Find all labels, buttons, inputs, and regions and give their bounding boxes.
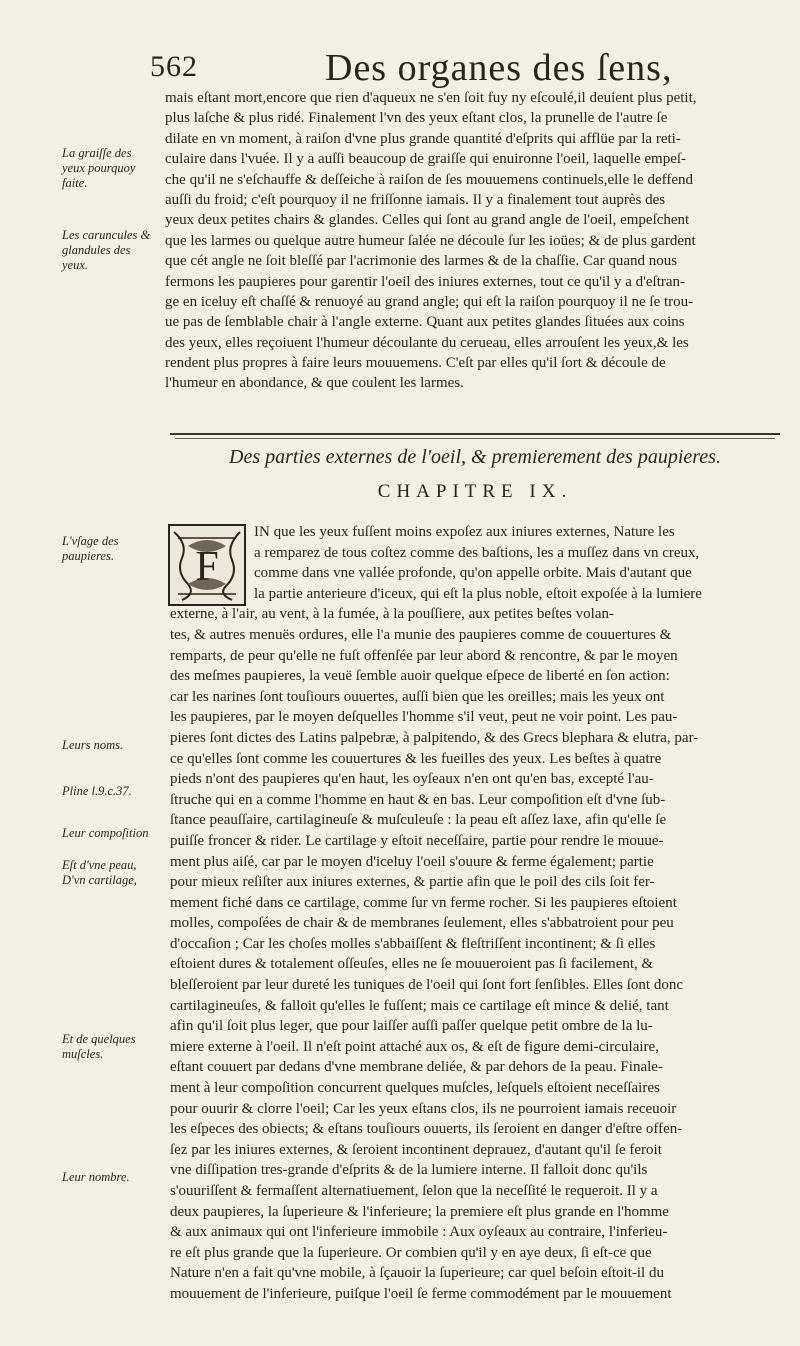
text-line: culaire dans l'vuée. Il y a auſſi beaucoup de graiſſe qui enuironne l'oeil, laquelle empeſ- xyxy=(165,151,687,168)
margin-note: Leurs noms. xyxy=(62,738,124,752)
text-line: ſtance peauſſaire, cartilagineuſe & muſculeuſe : la peau eſt aſſez laxe, afin qu'elle ſe xyxy=(170,812,667,829)
text-line: rendent plus propres à faire leurs mouuemens. C'eſt par elles qu'il ſort & découle de xyxy=(165,355,666,372)
margin-note: Les caruncules & glandules des yeux. xyxy=(62,228,151,272)
text-line: d'occaſion ; Car les choſes molles s'abbaiſſent & fleſtriſſent incontinent; & ſi elles xyxy=(170,935,656,952)
text-line: tes, & autres menuës ordures, elle l'a munie des paupieres comme de couuertures & xyxy=(170,626,672,643)
text-line: des yeux, elles reçoiuent l'humeur découlante du cerueau, elles arrouſent les yeux,& les xyxy=(165,334,689,351)
text-line: ge en iceluy eſt chaſſé & renuoyé au grand angle; qui eſt la raiſon pourquoy il ne ſe trou- xyxy=(165,293,694,310)
text-line: pour ouurir & clorre l'oeil; Car les yeux eſtans clos, ils ne pourroient iamais receuoir xyxy=(170,1100,677,1117)
text-line: Nature n'en a fait qu'vne mobile, à ſçauoir la ſuperieure; car quel beſoin eſtoit-il du xyxy=(170,1265,664,1282)
text-line: pieds n'ont des paupieres qu'en haut, les oyſeaux n'en ont qu'en bas, excepté l'au- xyxy=(170,771,654,788)
text-line: yeux deux petites chairs & glandes. Celles qui ſont au grand angle de l'oeil, empeſchent xyxy=(165,212,690,229)
dropcap-letter: F xyxy=(195,544,219,590)
text-line: externe, à l'air, au vent, à la fumée, à la pouſſiere, aux petites beſtes volan- xyxy=(170,606,614,623)
section-title: Des parties externes de l'oeil, & premierement des paupieres. xyxy=(229,446,721,468)
text-line: ſez par les iniures externes, & ſeroient incontinent deprauez, d'autant qu'il ſe feroit xyxy=(170,1141,662,1158)
text-line: re eſt plus grande que la ſuperieure. Or combien qu'il y en aye deux, ſi eſt-ce que xyxy=(170,1244,652,1261)
text-line: dilate en vn moment, à raiſon d'vne plus grande quantité d'eſprits qui afflüe par la reti- xyxy=(165,130,681,147)
text-line: & aux animaux qui ont l'inferieure immobile : Aux oyſeaux au contraire, l'inferieu- xyxy=(170,1224,668,1241)
text-line: plus laſche & plus ridé. Finalement l'vn des yeux eſtant clos, la prunelle de l'autre ſe xyxy=(165,110,668,127)
text-line: miere externe à l'oeil. Il n'eſt point attaché aux os, & eſt de figure demi-circulaire, xyxy=(170,1038,659,1055)
chapter-heading: CHAPITRE IX. xyxy=(377,481,573,502)
text-line: eſtant couuert par dedans d'vne membrane deliée, & par dehors de la peau. Finale- xyxy=(170,1059,663,1076)
text-line: ue pas de ſemblable chair à l'angle externe. Quant aux petites glandes ſituées aux coins xyxy=(165,314,685,331)
text-line: puiſſe froncer & rider. Le cartilage y eſtoit neceſſaire, partie pour rendre le mouue- xyxy=(170,832,664,849)
text-line: comme dans vne vallée profonde, qu'on appelle orbite. Mais d'autant que xyxy=(254,565,692,582)
text-line: que cét angle ne ſoit bleſſé par l'acrimonie des larmes & de la chaſſie. Car quand nous xyxy=(165,253,678,270)
section-rule xyxy=(170,433,780,435)
text-line: les eſpeces des obiects; & eſtans touſiours ouuerts, ils ſeroient en danger d'eſtre offen- xyxy=(170,1121,683,1138)
text-line: eſtoient dures & totalement oſſeuſes, elles ne ſe mouueroient pas ſi facilement, & xyxy=(170,956,654,973)
text-line: des meſmes paupieres, la veuë ſemble auoir quelque eſpece de liberté en ſon action: xyxy=(170,668,670,685)
margin-note: Et de quelques muſcles. xyxy=(62,1032,136,1061)
text-line: la partie anterieure d'iceux, qui eſt la plus noble, eſtoit expoſée à la lumiere xyxy=(254,585,702,602)
text-line: cartilagineuſes, & falloit qu'elles le fuſſent; mais ce cartilage eſt mince & delié, tant xyxy=(170,997,669,1014)
chapter-text-block xyxy=(170,522,782,1305)
text-line: mais eſtant mort,encore que rien d'aqueux ne s'en ſoit fuy ny eſcoulé,il deuient plus petit, xyxy=(165,90,697,106)
running-title: Des organes des ſens, xyxy=(325,47,673,89)
top-text-block xyxy=(165,88,785,394)
page-number: 562 xyxy=(150,50,198,83)
text-line: afin qu'il ſoit plus leger, que pour laiſſer auſſi paſſer quelque petit ombre de la lu- xyxy=(170,1018,653,1035)
text-line: que les larmes ou quelque autre humeur ſalée ne découle ſur les ioües; & de plus gardent xyxy=(165,232,696,249)
margin-note: L'vſage des paupieres. xyxy=(62,534,119,563)
text-line: ce qu'elles ſont comme les couuertures & les fueilles des yeux. Les beſtes à quatre xyxy=(170,750,662,767)
margin-note: Leur nombre. xyxy=(62,1170,130,1184)
text-line: che qu'il ne s'eſchauffe & deſſeiche à raiſon de ſes mouuemens continuels,elle le deffend xyxy=(165,171,693,188)
margin-note: La graiſſe des yeux pourquoy faite. xyxy=(62,146,136,190)
section-rule-thin xyxy=(175,438,775,439)
text-line: pour mieux reſiſter aux iniures externes, & partie afin que le poil des cils ſoit fer- xyxy=(170,874,655,891)
text-line: fermons les paupieres pour garentir l'oeil des iniures externes, tout ce qu'il y a d'eſtran- xyxy=(165,273,686,290)
margin-note: Eſt d'vne peau, D'vn cartilage, xyxy=(62,858,137,887)
text-line: vne diſſipation tres-grande d'eſprits & de la lumiere interne. Il falloit donc qu'ils xyxy=(170,1162,648,1179)
margin-note: Leur compoſition xyxy=(62,826,149,840)
text-line: remparts, de peur qu'elle ne fuſt offenſée par leur abord & rencontre, & par le moyen xyxy=(170,647,678,664)
text-line: ment à leur compoſition concurrent quelques muſcles, leſquels eſtoient neceſſaires xyxy=(170,1080,660,1097)
text-line: ment plus aiſé, car par le moyen d'iceluy l'oeil s'ouure & ferme également; partie xyxy=(170,853,654,870)
text-line: mouuement de l'inferieure, puiſque l'oeil ſe ferme commodément par le mouuement xyxy=(170,1285,672,1302)
text-line: car les narines ſont touſiours ouuertes, auſſi bien que les oreilles; mais les yeux ont xyxy=(170,688,665,705)
text-line: pieres ſont dictes des Latins palpebræ, à palpitendo, & des Grecs blephara & elutra, par- xyxy=(170,729,699,746)
text-line: les paupieres, par le moyen deſquelles l'homme s'il veut, peut ne voir point. Les pau- xyxy=(170,709,678,726)
text-line: auſſi du froid; c'eſt pourquoy il ne friſſonne iamais. Il y a finalement tout auprès des xyxy=(165,191,666,208)
text-line: a remparez de tous coſtez comme des baſtions, les a muſſez dans vn creux, xyxy=(254,544,700,561)
text-line: molles, compoſées de chair & de membranes ſeulement, elles s'abbatroient pour peu xyxy=(170,915,674,932)
text-line: ſtruche qui en a comme l'homme en haut & en bas. Leur compoſition eſt d'vne ſub- xyxy=(170,791,666,808)
margin-note: Pline l.9.c.37. xyxy=(62,784,132,798)
text-line: IN que les yeux fuſſent moins expoſez aux iniures externes, Nature les xyxy=(254,524,675,540)
text-line: bleſſeroient par leur dureté les tuniques de l'oeil qui ſont fort ſenſibles. Elles ſont donc xyxy=(170,977,683,994)
text-line: s'ouuriſſent & fermaſſent alternatiuement, ſelon que la neceſſité le requeroit. Il y a xyxy=(170,1183,658,1199)
text-line: mement fiché dans ce cartilage, comme ſur vn ferme rocher. Si les paupieres eſtoient xyxy=(170,894,677,911)
text-line: deux paupieres, la ſuperieure & l'inferieure; la premiere eſt plus grande en l'homme xyxy=(170,1203,669,1220)
text-line: l'humeur en abondance, & que coulent les larmes. xyxy=(165,375,464,392)
